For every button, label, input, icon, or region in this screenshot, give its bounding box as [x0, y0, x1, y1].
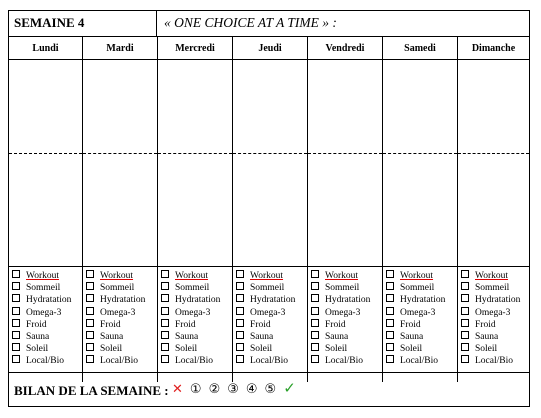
- checklist-divider: [383, 266, 457, 267]
- checkbox-icon[interactable]: [386, 343, 394, 351]
- day-column-samedi: [383, 37, 458, 382]
- checkbox-icon[interactable]: [12, 282, 20, 290]
- checkbox-icon[interactable]: [86, 282, 94, 290]
- habit-label: Sauna: [250, 332, 274, 343]
- habit-label: Local/Bio: [26, 356, 64, 367]
- dashed-divider: [9, 153, 82, 154]
- checkbox-icon[interactable]: [461, 331, 469, 339]
- checklist-divider: [9, 266, 82, 267]
- habit-item[interactable]: [311, 294, 370, 306]
- habit-item[interactable]: [461, 343, 520, 355]
- habit-item[interactable]: [161, 355, 220, 367]
- habit-label: Omega-3: [400, 307, 436, 318]
- rating-4-icon[interactable]: ④: [245, 382, 258, 397]
- checkbox-icon[interactable]: [12, 270, 20, 278]
- checklist-divider: [233, 266, 307, 267]
- habit-item[interactable]: [461, 282, 520, 294]
- habit-item[interactable]: [12, 319, 71, 331]
- dashed-divider: [383, 153, 457, 154]
- habit-item[interactable]: [12, 331, 71, 343]
- habit-item[interactable]: [161, 270, 220, 282]
- habit-label: Sauna: [100, 332, 124, 343]
- habit-label: Sommeil: [26, 283, 61, 294]
- day-name: Mardi: [83, 37, 157, 60]
- habit-label: Workout: [325, 271, 359, 281]
- checkbox-icon[interactable]: [311, 355, 319, 363]
- checkbox-icon[interactable]: [86, 319, 94, 327]
- habit-label: Hydratation: [325, 295, 371, 306]
- habit-label: Sauna: [175, 332, 199, 343]
- habit-label: Froid: [325, 319, 346, 330]
- habit-label: Hydratation: [175, 295, 221, 306]
- habit-label: Sommeil: [250, 283, 285, 294]
- habit-item[interactable]: [311, 319, 370, 331]
- habit-label: Soleil: [250, 344, 273, 355]
- habit-item[interactable]: [12, 282, 71, 294]
- checkbox-icon[interactable]: [12, 319, 20, 327]
- habit-checklist: [86, 270, 145, 368]
- habit-item[interactable]: [161, 282, 220, 294]
- habit-item[interactable]: [311, 270, 370, 282]
- checkbox-icon[interactable]: [386, 331, 394, 339]
- checkbox-icon[interactable]: [161, 355, 169, 363]
- checkbox-icon[interactable]: [161, 270, 169, 278]
- habit-label: Workout: [26, 271, 60, 281]
- checkbox-icon[interactable]: [386, 294, 394, 302]
- dashed-divider: [308, 153, 382, 154]
- checkbox-icon[interactable]: [311, 319, 319, 327]
- checkbox-icon[interactable]: [236, 331, 244, 339]
- habit-item[interactable]: [236, 282, 295, 294]
- checkbox-icon[interactable]: [461, 270, 469, 278]
- habit-label: Soleil: [400, 344, 423, 355]
- habit-item[interactable]: [386, 282, 445, 294]
- day-name: Mercredi: [158, 37, 232, 60]
- checkmark-icon[interactable]: ✓: [283, 379, 296, 397]
- habit-item[interactable]: [311, 307, 370, 319]
- day-column-dimanche: [458, 37, 529, 382]
- weekly-review-label: BILAN DE LA SEMAINE :: [14, 383, 169, 398]
- checkbox-icon[interactable]: [12, 307, 20, 315]
- habit-item[interactable]: [12, 307, 71, 319]
- habit-label: Local/Bio: [100, 356, 138, 367]
- checklist-divider: [83, 266, 157, 267]
- checkbox-icon[interactable]: [161, 331, 169, 339]
- habit-label: Hydratation: [475, 295, 521, 306]
- motto-text: [164, 11, 337, 40]
- habit-item[interactable]: [86, 343, 145, 355]
- habit-item[interactable]: [386, 294, 445, 306]
- habit-label: Omega-3: [475, 307, 511, 318]
- habit-label: Soleil: [100, 344, 123, 355]
- checkbox-icon[interactable]: [86, 294, 94, 302]
- week-label: SEMAINE 4: [9, 11, 157, 36]
- checklist-divider: [458, 266, 529, 267]
- header-row: [9, 11, 529, 37]
- habit-item[interactable]: [161, 319, 220, 331]
- habit-label: Soleil: [325, 344, 348, 355]
- habit-item[interactable]: [86, 282, 145, 294]
- day-column-jeudi: [233, 37, 308, 382]
- habit-label: Soleil: [475, 344, 498, 355]
- habit-checklist: [236, 270, 295, 368]
- habit-item[interactable]: [161, 307, 220, 319]
- habit-checklist: [461, 270, 520, 368]
- habit-label: Hydratation: [250, 295, 296, 306]
- rating-1-icon[interactable]: ①: [189, 382, 202, 397]
- day-name: Dimanche: [458, 37, 529, 60]
- habit-item[interactable]: [236, 294, 295, 306]
- habit-item[interactable]: [461, 270, 520, 282]
- checkbox-icon[interactable]: [311, 294, 319, 302]
- dashed-divider: [158, 153, 232, 154]
- checkbox-icon[interactable]: [161, 307, 169, 315]
- checkbox-icon[interactable]: [86, 343, 94, 351]
- habit-item[interactable]: [86, 355, 145, 367]
- habit-item[interactable]: [386, 343, 445, 355]
- habit-item[interactable]: [461, 355, 520, 367]
- habit-label: Sauna: [475, 332, 499, 343]
- checkbox-icon[interactable]: [461, 294, 469, 302]
- checkbox-icon[interactable]: [236, 282, 244, 290]
- habit-item[interactable]: [386, 331, 445, 343]
- rating-scale: [172, 379, 303, 397]
- habit-label: Hydratation: [100, 295, 146, 306]
- habit-item[interactable]: [386, 270, 445, 282]
- checkbox-icon[interactable]: [12, 331, 20, 339]
- habit-item[interactable]: [386, 307, 445, 319]
- habit-label: Workout: [250, 271, 284, 281]
- habit-item[interactable]: [236, 307, 295, 319]
- habit-item[interactable]: [236, 343, 295, 355]
- checkbox-icon[interactable]: [86, 307, 94, 315]
- checkbox-icon[interactable]: [461, 319, 469, 327]
- habit-item[interactable]: [161, 343, 220, 355]
- weekly-review-footer: [9, 372, 529, 407]
- day-column-mardi: [83, 37, 158, 382]
- habit-label: Froid: [175, 319, 196, 330]
- day-name: Samedi: [383, 37, 457, 60]
- checkbox-icon[interactable]: [161, 294, 169, 302]
- habit-item[interactable]: [311, 355, 370, 367]
- checkbox-icon[interactable]: [12, 355, 20, 363]
- checkbox-icon[interactable]: [311, 343, 319, 351]
- habit-label: Omega-3: [26, 307, 62, 318]
- checkbox-icon[interactable]: [461, 355, 469, 363]
- habit-checklist: [161, 270, 220, 368]
- habit-label: Local/Bio: [175, 356, 213, 367]
- checkbox-icon[interactable]: [311, 270, 319, 278]
- habit-item[interactable]: [86, 307, 145, 319]
- habit-label: Workout: [175, 271, 209, 281]
- habit-item[interactable]: [161, 331, 220, 343]
- weekly-planner-sheet: [8, 10, 530, 407]
- habit-label: Omega-3: [100, 307, 136, 318]
- checkbox-icon[interactable]: [461, 307, 469, 315]
- habit-label: Sommeil: [400, 283, 435, 294]
- habit-checklist: [386, 270, 445, 368]
- habit-label: Sommeil: [325, 283, 360, 294]
- habit-item[interactable]: [86, 294, 145, 306]
- dashed-divider: [83, 153, 157, 154]
- habit-item[interactable]: [12, 355, 71, 367]
- habit-label: Local/Bio: [325, 356, 363, 367]
- motto: « ONE CHOICE AT A TIME » :: [164, 15, 337, 30]
- checkbox-icon[interactable]: [12, 294, 20, 302]
- checkbox-icon[interactable]: [161, 282, 169, 290]
- habit-item[interactable]: [386, 355, 445, 367]
- habit-item[interactable]: [86, 319, 145, 331]
- checkbox-icon[interactable]: [461, 343, 469, 351]
- checkbox-icon[interactable]: [386, 307, 394, 315]
- rating-3-icon[interactable]: ③: [227, 382, 239, 397]
- checkbox-icon[interactable]: [236, 307, 244, 315]
- habit-item[interactable]: [161, 294, 220, 306]
- checklist-divider: [158, 266, 232, 267]
- habit-label: Hydratation: [26, 295, 72, 306]
- habit-label: Hydratation: [400, 295, 446, 306]
- habit-label: Froid: [475, 319, 496, 330]
- checkbox-icon[interactable]: [386, 355, 394, 363]
- checklist-divider: [308, 266, 382, 267]
- habit-label: Froid: [400, 319, 421, 330]
- habit-item[interactable]: [386, 319, 445, 331]
- habit-item[interactable]: [86, 331, 145, 343]
- habit-label: Froid: [250, 319, 271, 330]
- day-name: Lundi: [9, 37, 82, 60]
- checkbox-icon[interactable]: [236, 319, 244, 327]
- habit-checklist: [311, 270, 370, 368]
- checkbox-icon[interactable]: [236, 294, 244, 302]
- habit-label: Sauna: [400, 332, 424, 343]
- checkbox-icon[interactable]: [461, 282, 469, 290]
- day-name: Vendredi: [308, 37, 382, 60]
- checkbox-icon[interactable]: [236, 355, 244, 363]
- habit-item[interactable]: [461, 319, 520, 331]
- checkbox-icon[interactable]: [236, 270, 244, 278]
- habit-checklist: [12, 270, 71, 368]
- checkbox-icon[interactable]: [311, 282, 319, 290]
- habit-item[interactable]: [12, 270, 71, 282]
- checkbox-icon[interactable]: [386, 270, 394, 278]
- checkbox-icon[interactable]: [86, 331, 94, 339]
- checkbox-icon[interactable]: [311, 307, 319, 315]
- checkbox-icon[interactable]: [86, 270, 94, 278]
- habit-label: Froid: [26, 319, 47, 330]
- habit-label: Workout: [475, 271, 509, 281]
- habit-item[interactable]: [236, 270, 295, 282]
- habit-item[interactable]: [461, 307, 520, 319]
- dashed-divider: [458, 153, 529, 154]
- checkbox-icon[interactable]: [12, 343, 20, 351]
- habit-label: Local/Bio: [250, 356, 288, 367]
- habit-item[interactable]: [86, 270, 145, 282]
- habit-label: Sauna: [26, 332, 50, 343]
- dashed-divider: [233, 153, 307, 154]
- habit-item[interactable]: [461, 331, 520, 343]
- habit-label: Soleil: [175, 344, 198, 355]
- habit-item[interactable]: [461, 294, 520, 306]
- day-name: Jeudi: [233, 37, 307, 60]
- habit-label: Froid: [100, 319, 121, 330]
- habit-item[interactable]: [311, 343, 370, 355]
- day-column-mercredi: [158, 37, 233, 382]
- checkbox-icon[interactable]: [161, 343, 169, 351]
- habit-label: Sommeil: [475, 283, 510, 294]
- habit-item[interactable]: [236, 355, 295, 367]
- checkbox-icon[interactable]: [386, 319, 394, 327]
- habit-label: Local/Bio: [475, 356, 513, 367]
- day-column-vendredi: [308, 37, 383, 382]
- habit-item[interactable]: [12, 343, 71, 355]
- checkbox-icon[interactable]: [161, 319, 169, 327]
- checkbox-icon[interactable]: [311, 331, 319, 339]
- habit-label: Omega-3: [325, 307, 361, 318]
- checkbox-icon[interactable]: [386, 282, 394, 290]
- habit-label: Sommeil: [175, 283, 210, 294]
- day-column-lundi: [9, 37, 83, 382]
- habit-item[interactable]: [236, 319, 295, 331]
- habit-label: Omega-3: [250, 307, 286, 318]
- habit-label: Omega-3: [175, 307, 211, 318]
- habit-label: Sauna: [325, 332, 349, 343]
- checkbox-icon[interactable]: [86, 355, 94, 363]
- habit-item[interactable]: [12, 294, 71, 306]
- habit-label: Sommeil: [100, 283, 135, 294]
- rating-5-icon[interactable]: ⑤: [264, 382, 277, 397]
- x-mark-icon[interactable]: ✕: [172, 382, 183, 397]
- habit-label: Workout: [100, 271, 134, 281]
- days-grid: [9, 37, 529, 409]
- checkbox-icon[interactable]: [236, 343, 244, 351]
- habit-label: Workout: [400, 271, 434, 281]
- rating-2-icon[interactable]: ②: [208, 382, 221, 397]
- habit-item[interactable]: [236, 331, 295, 343]
- habit-label: Local/Bio: [400, 356, 438, 367]
- habit-item[interactable]: [311, 282, 370, 294]
- habit-label: Soleil: [26, 344, 49, 355]
- habit-item[interactable]: [311, 331, 370, 343]
